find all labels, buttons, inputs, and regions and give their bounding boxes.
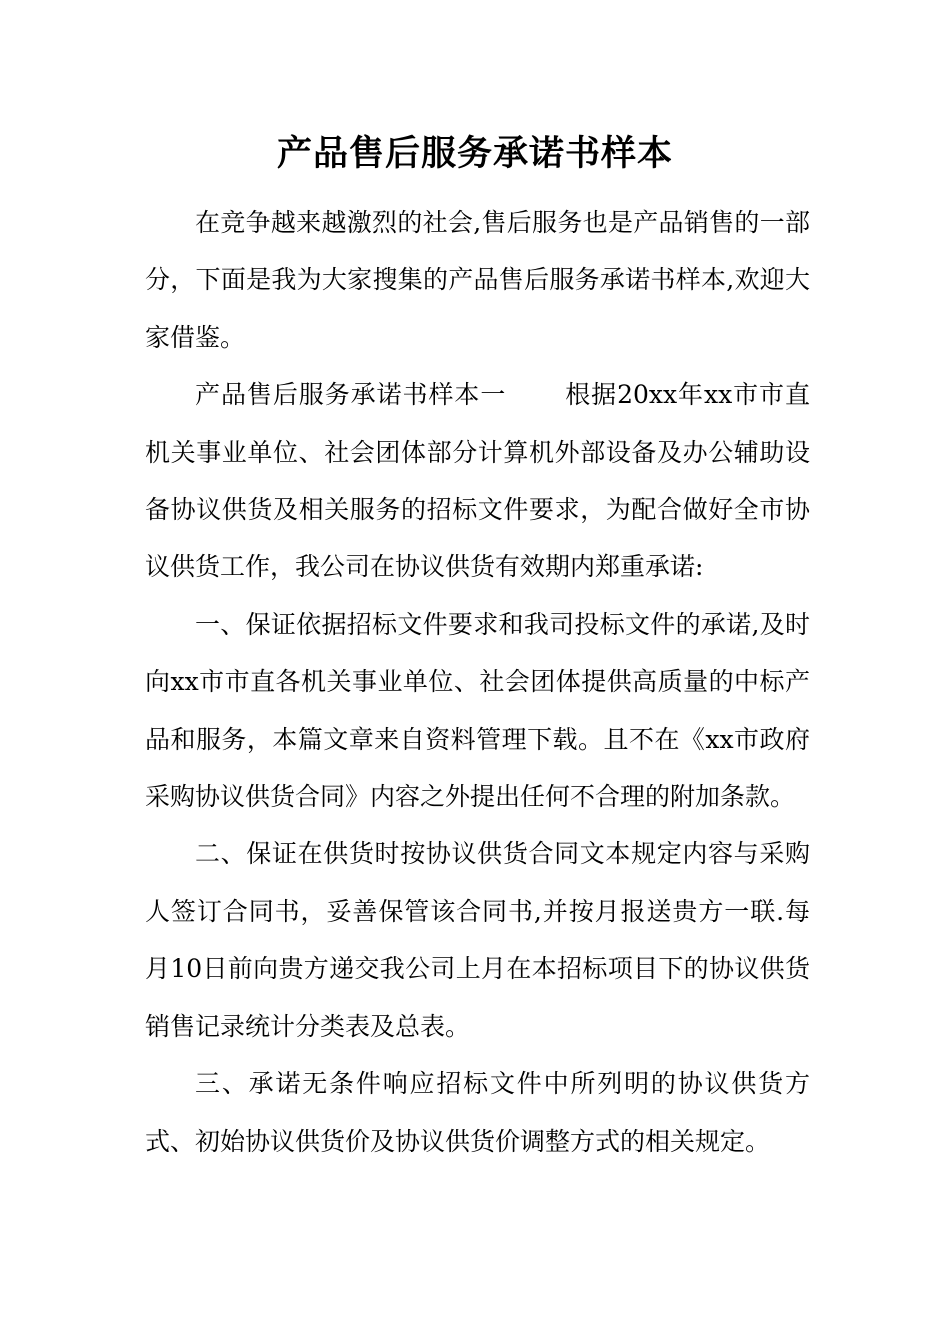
clause-one-paragraph: 一、保证依据招标文件要求和我司投标文件的承诺,及时向xx市市直各机关事业单位、社会团体提供高质量的中标产品和服务，本篇文章来自资料管理下载。且不在《xx市政府采购协议供货合同》内容之外提出任何不合理的附加条款。: [145, 609, 810, 812]
document-body: [145, 194, 810, 1170]
clause-three-paragraph: 三、承诺无条件响应招标文件中所列明的协议供货方式、初始协议供货价及协议供货价调整方式的相关规定。: [145, 1069, 810, 1156]
clause-two-paragraph: 二、保证在供货时按协议供货合同文本规定内容与采购人签订合同书，妥善保管该合同书,并按月报送贵方一联.每月10日前向贵方递交我公司上月在本招标项目下的协议供货销售记录统计分类表及总表。: [145, 839, 810, 1041]
document-title: 产品售后服务承诺书样本: [276, 133, 673, 174]
sample-one-paragraph: [145, 366, 810, 596]
sample-one-heading: 产品售后服务承诺书样本一: [195, 380, 507, 410]
sample-one-intro: 根据20xx年xx市市直机关事业单位、社会团体部分计算机外部设备及办公辅助设备协议供货及相关服务的招标文件要求，为配合做好全市协议供货工作，我公司在协议供货有效期内郑重承诺:: [145, 380, 810, 582]
intro-paragraph: 在竞争越来越激烈的社会,售后服务也是产品销售的一部分，下面是我为大家搜集的产品售后服务承诺书样本,欢迎大家借鉴。: [145, 208, 810, 352]
